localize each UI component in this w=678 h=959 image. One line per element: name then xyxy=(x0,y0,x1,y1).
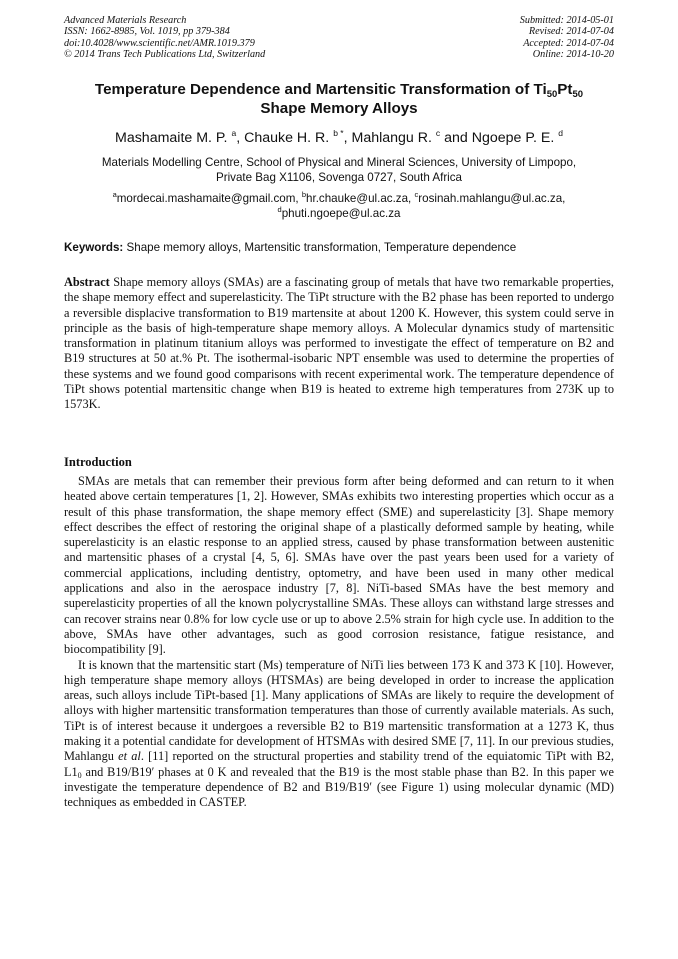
title-subscript: 50 xyxy=(572,89,584,100)
paragraph: SMAs are metals that can remember their previous form after being deformed and can return to it when heated above certain temperatures [1, 2]. However, SMAs exhibits two interesting properties which occur as a result of this phase transformation, the shape memory effect (SME) and superelasticity [3]. Shape memory effect describes the effect of restoring the original shape of a plastically deformed sample by heating, while superelasticity is an elastic response to an applied stress, caused by phase transformation between austenitic and martensitic phases of a crystal [4, 5, 6]. SMAs have over the past years been used for a variety of commercial applications, including dentistry, optometry, and have been used in many other medical applications and also in the aerospace industry [7, 8]. NiTi-based SMAs have the best memory and superelasticity properties of all the known polycrystalline SMAs. These alloys can withstand large stresses and can recover strains near 0.8% for low cycle use or up to above 2.5% strain for high cycle use. In addition to the above, SMAs have other advantages, such as good corrosion resistance, fatigue resistance, and biocompatibility [9]. xyxy=(64,474,614,657)
submitted-date: Submitted: 2014-05-01 xyxy=(519,15,614,26)
title-line-1 xyxy=(40,80,638,99)
accepted-date: Accepted: 2014-07-04 xyxy=(523,37,614,49)
paragraph xyxy=(64,658,614,811)
email-link[interactable]: rosinah.mahlangu@ul.ac.za, xyxy=(418,192,566,205)
section-heading-introduction: Introduction xyxy=(64,455,132,469)
paragraph-text: It is known that the martensitic start (Ms) temperature of NiTi lies between 173 K and 373 K [10]. However, high temperature shape memory alloys (HTSMAs) are being developed in order to increase the application areas, such alloys include TiPt-based [1]. Many applications of SMAs are likely to require the development of alloys with higher martensitic transformation temperatures than those of currently available materials. As such, TiPt is of interest because it undergoes a reversible B2 to B19 martensitic transformation at a 1273 K, thus making it a potential candidate for development of HTSMAs with desired SME [7, 11]. In our previous studies, Mahlangu xyxy=(64,657,614,764)
email-line xyxy=(40,206,638,221)
author-superscript: b * xyxy=(333,128,344,138)
author-name: Mahlangu R. xyxy=(351,130,432,146)
italic-text: et al xyxy=(118,749,141,764)
affiliation-line: Materials Modelling Centre, School of Physical and Mineral Sciences, University of Limpopo, xyxy=(101,156,577,169)
author-superscript: c xyxy=(435,128,441,138)
online-date: Online: 2014-10-20 xyxy=(532,49,614,61)
email-superscript: d xyxy=(277,205,282,214)
author-list: Mashamaite M. P. $^a$, Chauke H. R. $^{b *}$, Mahlangu R. $^c$ and Ngoepe P. E. $^d$ xyxy=(115,128,563,146)
introduction-body xyxy=(64,474,614,811)
keywords xyxy=(64,240,618,255)
journal-copyright: © 2014 Trans Tech Publications Ltd, Switzerland xyxy=(64,49,266,61)
publication-dates xyxy=(520,15,614,61)
journal-info xyxy=(64,15,265,61)
author-conjunction: and xyxy=(444,130,468,146)
abstract-text: Shape memory alloys (SMAs) are a fascinating group of metals that have two remarkable properties, the shape memory effect and superelasticity. The TiPt structure with the B2 phase has been reported to undergo a reversible displacive transformation to B19 martensite at about 1200 K. However, this system could serve in principle as the basis of high-temperature shape memory alloys. A Molecular dynamics study of martensitic transformation in platinum titanium alloys was performed to investigate the effect of temperature on B2 and B19 structures at 50 at.% Pt. The isothermal-isobaric NPT ensemble was used to determine the properties of these systems and we found good comparisons with recent experimental work. The temperature dependence of TiPt shows potential martensitic change when B19 is heated to extreme high temperatures from 273K up to 1573K. xyxy=(64,275,615,412)
paper-title xyxy=(40,80,638,118)
author-superscript: d xyxy=(558,128,563,138)
email-superscript: b xyxy=(301,190,307,199)
paragraph-text: and B19/B19′ phases at 0 K and revealed that the B19 is the most stable phase than B2. In this paper we investigate the temperature dependence of B2 and B19/B19′ (see Figure 1) using molecular dynamic (MD) techniques as embedded in CASTEP. xyxy=(64,764,614,810)
email-link[interactable]: hr.chauke@ul.ac.za, xyxy=(306,192,412,205)
revised-date: Revised: 2014-07-04 xyxy=(528,26,614,38)
email-link[interactable]: phuti.ngoepe@ul.ac.za xyxy=(281,207,401,220)
journal-doi: doi:10.4028/www.scientific.net/AMR.1019.379 xyxy=(64,37,255,49)
author-name: Ngoepe P. E. xyxy=(471,130,555,146)
email-link[interactable]: mordecai.mashamaite@gmail.com, xyxy=(116,192,299,205)
email-superscript: a xyxy=(112,190,117,199)
title-line-2: Shape Memory Alloys xyxy=(260,100,418,117)
subscript: 0 xyxy=(77,770,82,780)
email-superscript: c xyxy=(414,190,419,199)
abstract-label: Abstract xyxy=(64,275,110,289)
journal-issn: ISSN: 1662-8985, Vol. 1019, pp 379-384 xyxy=(64,26,230,38)
title-text: Pt xyxy=(557,81,573,98)
keywords-label: Keywords: xyxy=(64,241,124,254)
title-subscript: 50 xyxy=(546,89,558,100)
paragraph-text: . [11] reported on the structural properties and stability trend of the equiatomic TiPt with B2, L1 xyxy=(64,749,615,779)
affiliation-line: Private Bag X1106, Sovenga 0727, South Africa xyxy=(216,171,462,184)
affiliation xyxy=(40,155,638,185)
email-line xyxy=(40,191,638,206)
journal-name: Advanced Materials Research xyxy=(64,15,187,26)
author-name: Mashamaite M. P. xyxy=(115,130,228,146)
author-superscript: a xyxy=(231,128,237,138)
abstract xyxy=(64,275,614,413)
author-emails xyxy=(40,191,638,221)
author-name: Chauke H. R. xyxy=(244,130,330,146)
keywords-text: Shape memory alloys, Martensitic transformation, Temperature dependence xyxy=(126,241,517,254)
title-text: Temperature Dependence and Martensitic Transformation of Ti xyxy=(94,81,547,98)
